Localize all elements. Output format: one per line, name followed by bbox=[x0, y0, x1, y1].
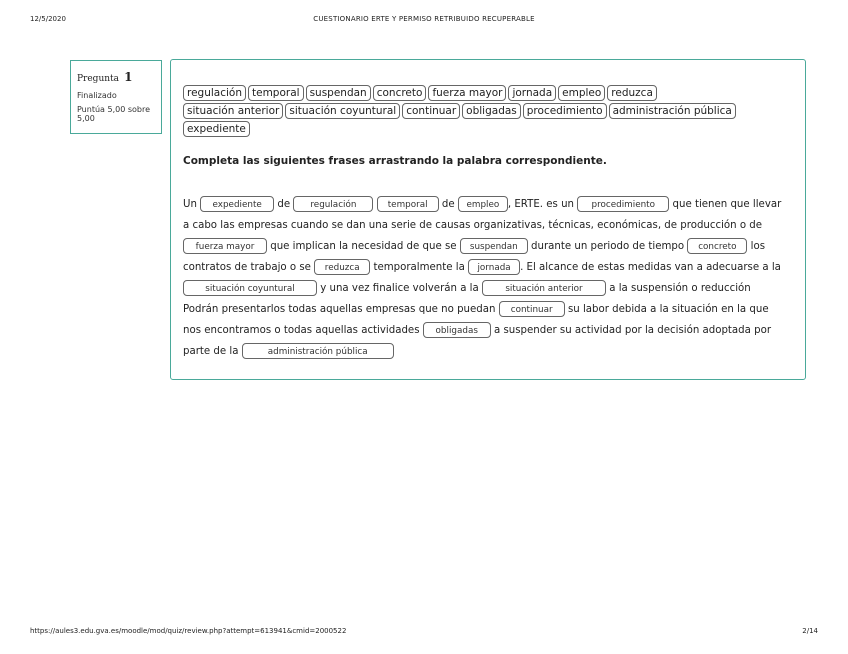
drop-zone[interactable]: fuerza mayor bbox=[183, 238, 267, 254]
drop-zone[interactable]: suspendan bbox=[460, 238, 528, 254]
word-chip[interactable]: concreto bbox=[373, 85, 427, 101]
text-segment: durante un periodo de tiempo bbox=[531, 241, 685, 252]
word-chip[interactable]: regulación bbox=[183, 85, 246, 101]
footer-url: https://aules3.edu.gva.es/moodle/mod/quiz/review.php?attempt=613941&cmid=2000522 bbox=[30, 627, 347, 635]
cloze-paragraph bbox=[183, 194, 783, 362]
text-segment: a suspender su actividad por la decisión adoptada por parte de la bbox=[183, 325, 772, 357]
instructions: Completa las siguientes frases arrastrando la palabra correspondiente. bbox=[183, 155, 607, 167]
drop-zone[interactable]: expediente bbox=[200, 196, 274, 212]
question-state: Finalizado bbox=[77, 91, 117, 100]
drop-zone[interactable]: reduzca bbox=[314, 259, 370, 275]
word-bank bbox=[183, 84, 773, 138]
page-number: 2/14 bbox=[802, 627, 818, 635]
drop-zone[interactable]: situación anterior bbox=[482, 280, 606, 296]
text-segment: que tienen que llevar a cabo las empresas cuando se dan una serie de causas organizativas, técnicas, económicas, de producción o de bbox=[183, 199, 782, 231]
text-segment: de bbox=[277, 199, 291, 210]
word-chip[interactable]: fuerza mayor bbox=[428, 85, 506, 101]
word-chip[interactable]: reduzca bbox=[607, 85, 657, 101]
word-chip[interactable]: situación anterior bbox=[183, 103, 283, 119]
text-segment: y una vez finalice volverán a la bbox=[320, 283, 479, 294]
question-info-panel bbox=[70, 60, 162, 134]
print-date: 12/5/2020 bbox=[30, 15, 66, 23]
drop-zone[interactable]: empleo bbox=[458, 196, 508, 212]
question-grade: Puntúa 5,00 sobre 5,00 bbox=[77, 104, 151, 124]
text-segment: a la suspensión o reducción Podrán presentarlos todas aquellas empresas que no puedan bbox=[183, 283, 751, 315]
text-segment: temporalmente la bbox=[373, 262, 465, 273]
word-chip[interactable]: obligadas bbox=[462, 103, 521, 119]
question-content bbox=[170, 59, 806, 380]
text-segment: que implican la necesidad de que se bbox=[270, 241, 457, 252]
drop-zone[interactable]: situación coyuntural bbox=[183, 280, 317, 296]
word-chip[interactable]: continuar bbox=[402, 103, 460, 119]
word-chip[interactable]: procedimiento bbox=[523, 103, 607, 119]
drop-zone[interactable]: procedimiento bbox=[577, 196, 669, 212]
word-chip[interactable]: empleo bbox=[558, 85, 605, 101]
drop-zone[interactable]: administración pública bbox=[242, 343, 394, 359]
drop-zone[interactable]: continuar bbox=[499, 301, 565, 317]
question-heading bbox=[77, 66, 155, 85]
drop-zone[interactable]: jornada bbox=[468, 259, 520, 275]
text-segment: de bbox=[441, 199, 455, 210]
drop-zone[interactable]: regulación bbox=[293, 196, 373, 212]
text-segment: , ERTE. es un bbox=[507, 199, 575, 210]
question-label: Pregunta bbox=[77, 74, 120, 84]
drop-zone[interactable]: obligadas bbox=[423, 322, 491, 338]
drop-zone[interactable]: concreto bbox=[687, 238, 747, 254]
word-chip[interactable]: temporal bbox=[248, 85, 304, 101]
word-chip[interactable]: situación coyuntural bbox=[285, 103, 400, 119]
text-segment: . El alcance de estas medidas van a adecuarse a la bbox=[520, 262, 781, 273]
word-chip[interactable]: jornada bbox=[508, 85, 556, 101]
document-title: CUESTIONARIO ERTE Y PERMISO RETRIBUIDO RECUPERABLE bbox=[313, 15, 535, 23]
text-segment: los contratos de trabajo o se bbox=[183, 241, 765, 273]
word-chip[interactable]: expediente bbox=[183, 121, 250, 137]
text-segment: su labor debida a la situación en la que nos encontramos o todas aquellas actividades bbox=[183, 304, 769, 336]
word-chip[interactable]: administración pública bbox=[609, 103, 736, 119]
word-chip[interactable]: suspendan bbox=[306, 85, 371, 101]
text-segment: Un bbox=[183, 199, 197, 210]
drop-zone[interactable]: temporal bbox=[377, 196, 439, 212]
question-number: 1 bbox=[124, 70, 133, 84]
